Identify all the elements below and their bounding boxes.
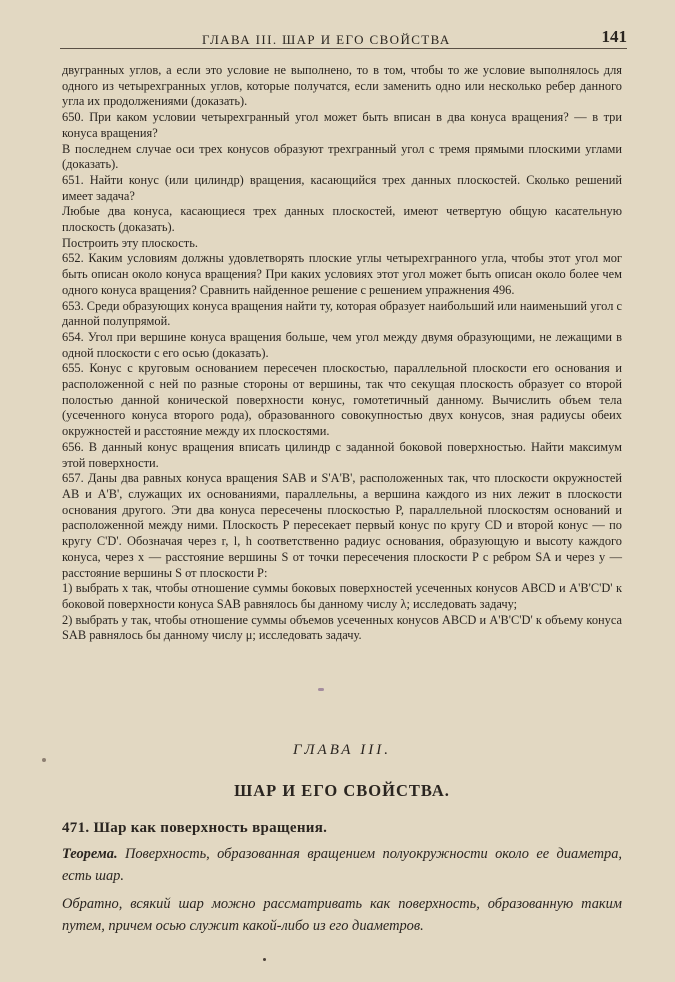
chapter-label: ГЛАВА III. [293,742,391,758]
running-title: ГЛАВА III. ШАР И ЕГО СВОЙСТВА [202,32,451,47]
paragraph-652: 652. Каким условиям должны удовлетворять плоские углы четырехгранного угла, чтобы этот угол мог быть описан около конуса вращения? При каких условиях этот угол может быть описан около более чем одного конуса вращения? Сравнить найденное решение с решением упражнения 496. [62,251,622,297]
chapter-opening [62,742,622,937]
chapter-title: ШАР И ЕГО СВОЙСТВА. [234,781,450,800]
section-heading: 471. Шар как поверхность вращения. [62,820,328,836]
converse-statement: Обратно, всякий шар можно рассматривать как поверхность, образованную таким путем, причем осью служит какой-либо из его диаметров. [62,896,622,934]
ink-speck [42,758,46,762]
exercise-text [62,63,622,644]
ink-speck [318,688,324,691]
paragraph-653: 653. Среди образующих конуса вращения найти ту, которая образует наибольший или наименьший угол с данной полупрямой. [62,298,622,329]
paragraph-651: 651. Найти конус (или цилиндр) вращения, касающийся трех данных плоскостей. Сколько решений имеет задача? [62,172,622,203]
paragraph-650: 650. При каком условии четырехгранный угол может быть вписан в два конуса вращения? — в три конуса вращения? [62,110,622,140]
paragraph-657-part-1: 1) выбрать x так, чтобы отношение суммы боковых поверхностей усеченных конусов ABCD и A'B'C'D' к боковой поверхности конуса SAB равнялось бы данному числу λ; исследовать задачу; [62,581,622,611]
paragraph-654: 654. Угол при вершине конуса вращения больше, чем угол между двумя образующими, не лежащими в одной плоскости с его осью (доказать). [62,329,622,360]
theorem-statement: Поверхность, образованная вращением полуокружности около ее диаметра, есть шар. [62,846,622,884]
paragraph: Построить эту плоскость. [62,235,198,250]
paragraph: двугранных углов, а если это условие не выполнено, то в том, чтобы то же условие выполнялось для одного из четырехгранных углов, которые получатся, если заменить одно или несколько ребер данного угла их продолжениями (доказать). [62,63,622,109]
page-number: 141 [601,27,627,46]
paragraph-657: 657. Даны два равных конуса вращения SAB и S'A'B', расположенных так, что плоскости окружностей AB и A'B', служащих их основаниями, параллельны, а вершина каждого из них лежит в плоскости основания другого. Эти два конуса пересечены плоскостью P, параллельной плоскостям оснований и расположенной между ними. Плоскость P пересекает первый конус по кругу CD и второй конус — по кругу C'D'. Обозначая через r, l, h соответственно радиус основания, образующую и высоту каждого конуса, через x — расстояние вершины S от точки пересечения плоскости P с ребром SA и через y — расстояние вершины S от плоскости P: [62,471,622,580]
paragraph-655: 655. Конус с круговым основанием пересечен плоскостью, параллельной плоскости его основания и расположенной с ней по разные стороны от вершины, так что секущая плоскость образует со второй полостью данной конической поверхности конус, гомотетичный данному. Вычислить объем тела (усеченного конуса второго рода), образованного совокупностью двух конусов, зная радиусы обеих окружностей и расстояние между их плоскостями. [62,361,622,439]
running-header [60,26,627,49]
theorem-label: Теорема. [62,846,118,862]
paragraph: Любые два конуса, касающиеся трех данных плоскостей, имеют четвертую общую касательную плоскость (доказать). [62,204,622,235]
paragraph: В последнем случае оси трех конусов образуют трехгранный угол с тремя прямыми плоскими углами (доказать). [62,141,622,172]
paragraph-657-part-2: 2) выбрать y так, чтобы отношение суммы объемов усеченных конусов ABCD и A'B'C'D' к объему конуса SAB равнялось бы данному числу μ; исследовать задачу. [62,612,622,643]
theorem [62,843,622,887]
paragraph-656: 656. В данный конус вращения вписать цилиндр с заданной боковой поверхностью. Найти максимум этой поверхности. [62,439,622,470]
page-dot [263,958,266,961]
